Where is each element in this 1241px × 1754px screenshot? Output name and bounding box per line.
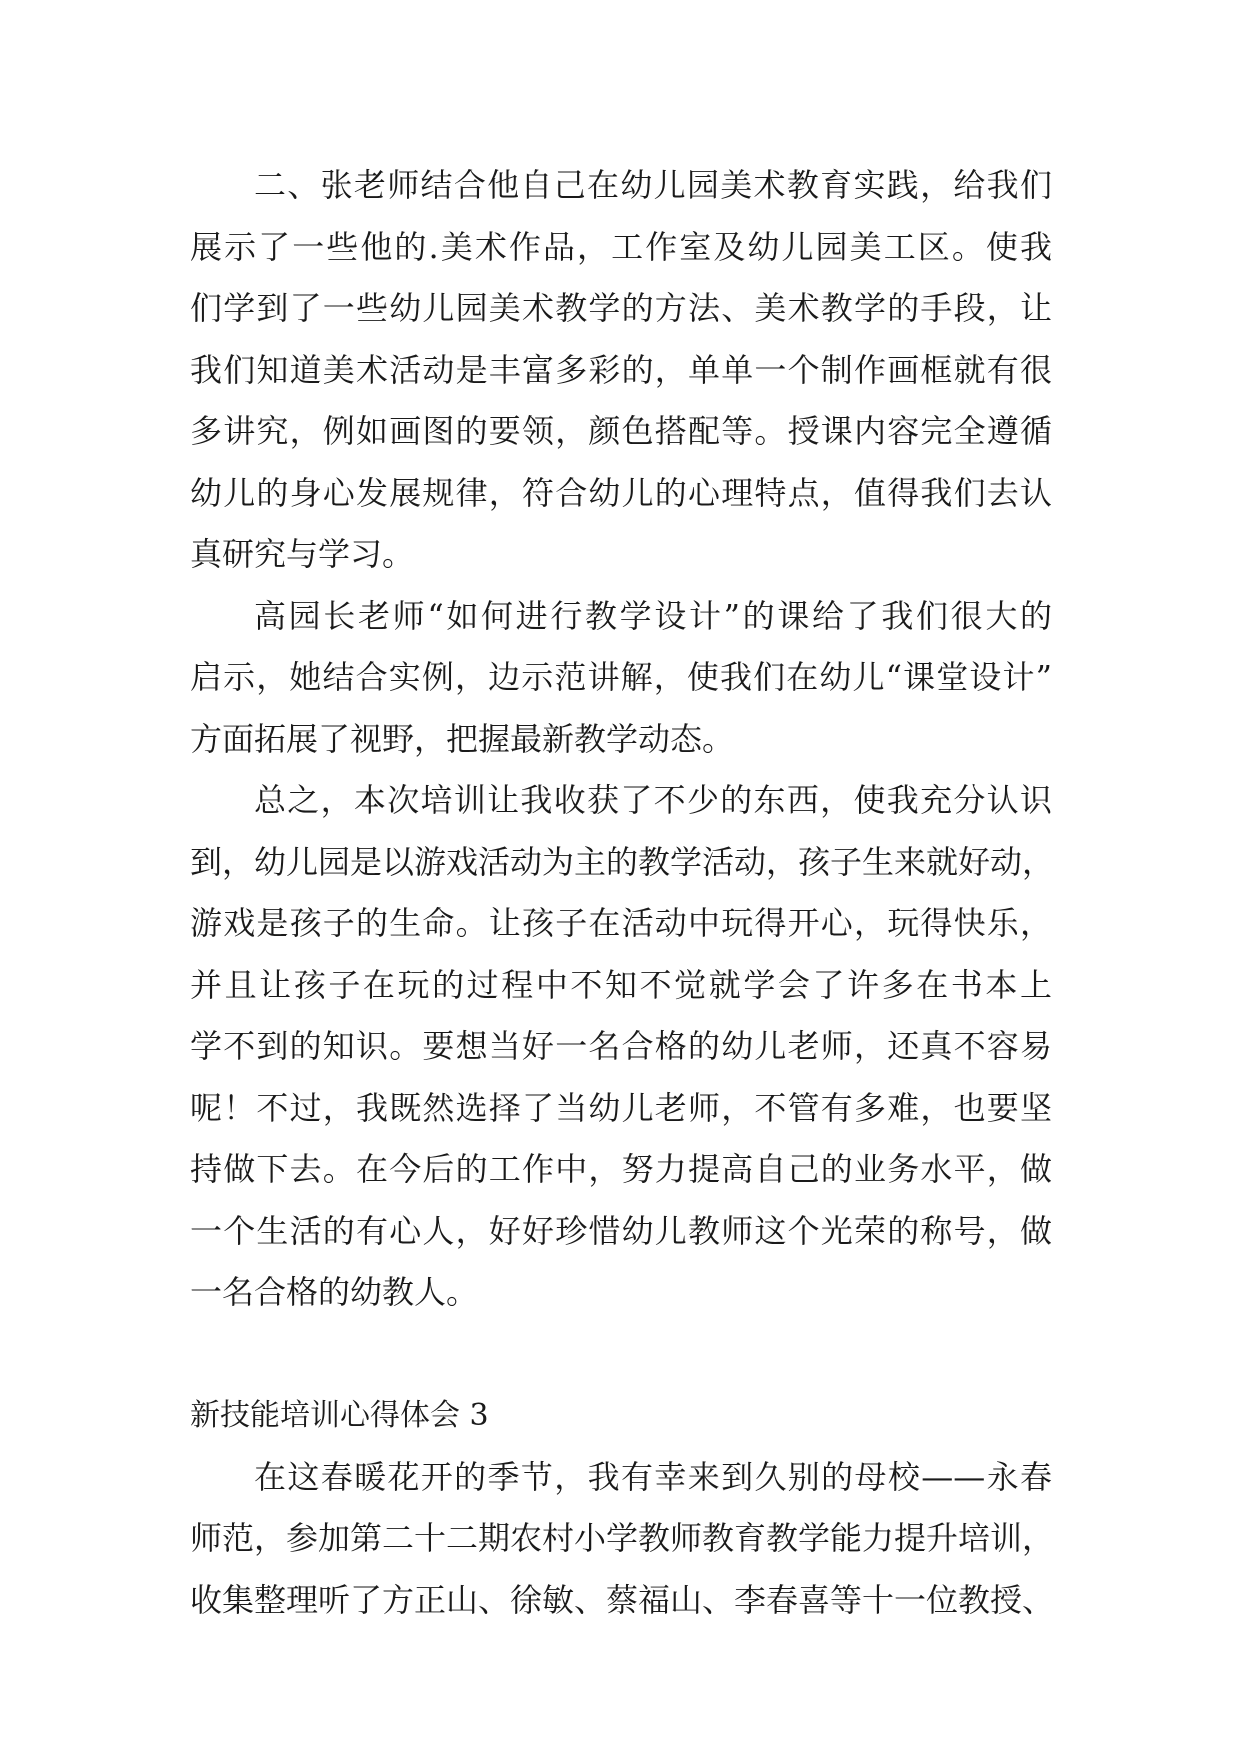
document-body bbox=[190, 155, 1055, 1631]
text-line: 学不到的知识。要想当好一名合格的幼儿老师，还真不容易 bbox=[190, 1027, 1052, 1065]
text-line: 收集整理听了方正山、徐敏、蔡福山、李春喜等十一位教授、 bbox=[190, 1580, 1055, 1619]
text-line: 二、张老师结合他自己在幼儿园美术教育实践，给我们 bbox=[254, 166, 1052, 204]
paragraph-2 bbox=[190, 586, 1052, 771]
text-line: 持做下去。在今后的工作中，努力提高自己的业务水平，做 bbox=[190, 1150, 1052, 1188]
text-line: 在这春暖花开的季节，我有幸来到久别的母校——永春 bbox=[254, 1457, 1052, 1496]
text-line: 师范，参加第二十二期农村小学教师教育教学能力提升培训， bbox=[190, 1519, 1055, 1557]
text-line: 一名合格的幼教人。 bbox=[190, 1273, 479, 1311]
text-line: 高园长老师“如何进行教学设计”的课给了我们很大的 bbox=[254, 596, 1052, 635]
section-spacer bbox=[190, 1324, 1052, 1386]
paragraph-3 bbox=[190, 770, 1055, 1324]
text-line: 我们知道美术活动是丰富多彩的，单单一个制作画框就有很 bbox=[190, 350, 1052, 389]
text-line: 真研究与学习。 bbox=[190, 535, 415, 573]
text-line: 游戏是孩子的生命。让孩子在活动中玩得开心，玩得快乐， bbox=[190, 904, 1052, 942]
text-line: 幼儿的身心发展规律，符合幼儿的心理特点，值得我们去认 bbox=[190, 473, 1052, 512]
text-line: 到，幼儿园是以游戏活动为主的教学活动，孩子生来就好动， bbox=[190, 842, 1055, 881]
text-line: 方面拓展了视野，把握最新教学动态。 bbox=[190, 719, 735, 758]
text-line: 多讲究，例如画图的要领，颜色搭配等。授课内容完全遵循 bbox=[190, 412, 1052, 450]
text-line: 展示了一些他的.美术作品，工作室及幼儿园美工区。使我 bbox=[190, 227, 1052, 266]
text-line: 呢！不过，我既然选择了当幼儿老师，不管有多难，也要坚 bbox=[190, 1088, 1052, 1127]
paragraph-4 bbox=[190, 1447, 1055, 1632]
text-line: 并且让孩子在玩的过程中不知不觉就学会了许多在书本上 bbox=[190, 965, 1052, 1004]
text-line: 们学到了一些幼儿园美术教学的方法、美术教学的手段，让 bbox=[190, 289, 1052, 327]
text-line: 启示，她结合实例，边示范讲解，使我们在幼儿“课堂设计” bbox=[190, 658, 1052, 696]
text-line: 一个生活的有心人，好好珍惜幼儿教师这个光荣的称号，做 bbox=[190, 1211, 1052, 1250]
paragraph-1 bbox=[190, 155, 1052, 586]
section-title: 新技能培训心得体会 3 bbox=[190, 1398, 489, 1433]
text-line: 总之，本次培训让我收获了不少的东西，使我充分认识 bbox=[254, 781, 1052, 819]
